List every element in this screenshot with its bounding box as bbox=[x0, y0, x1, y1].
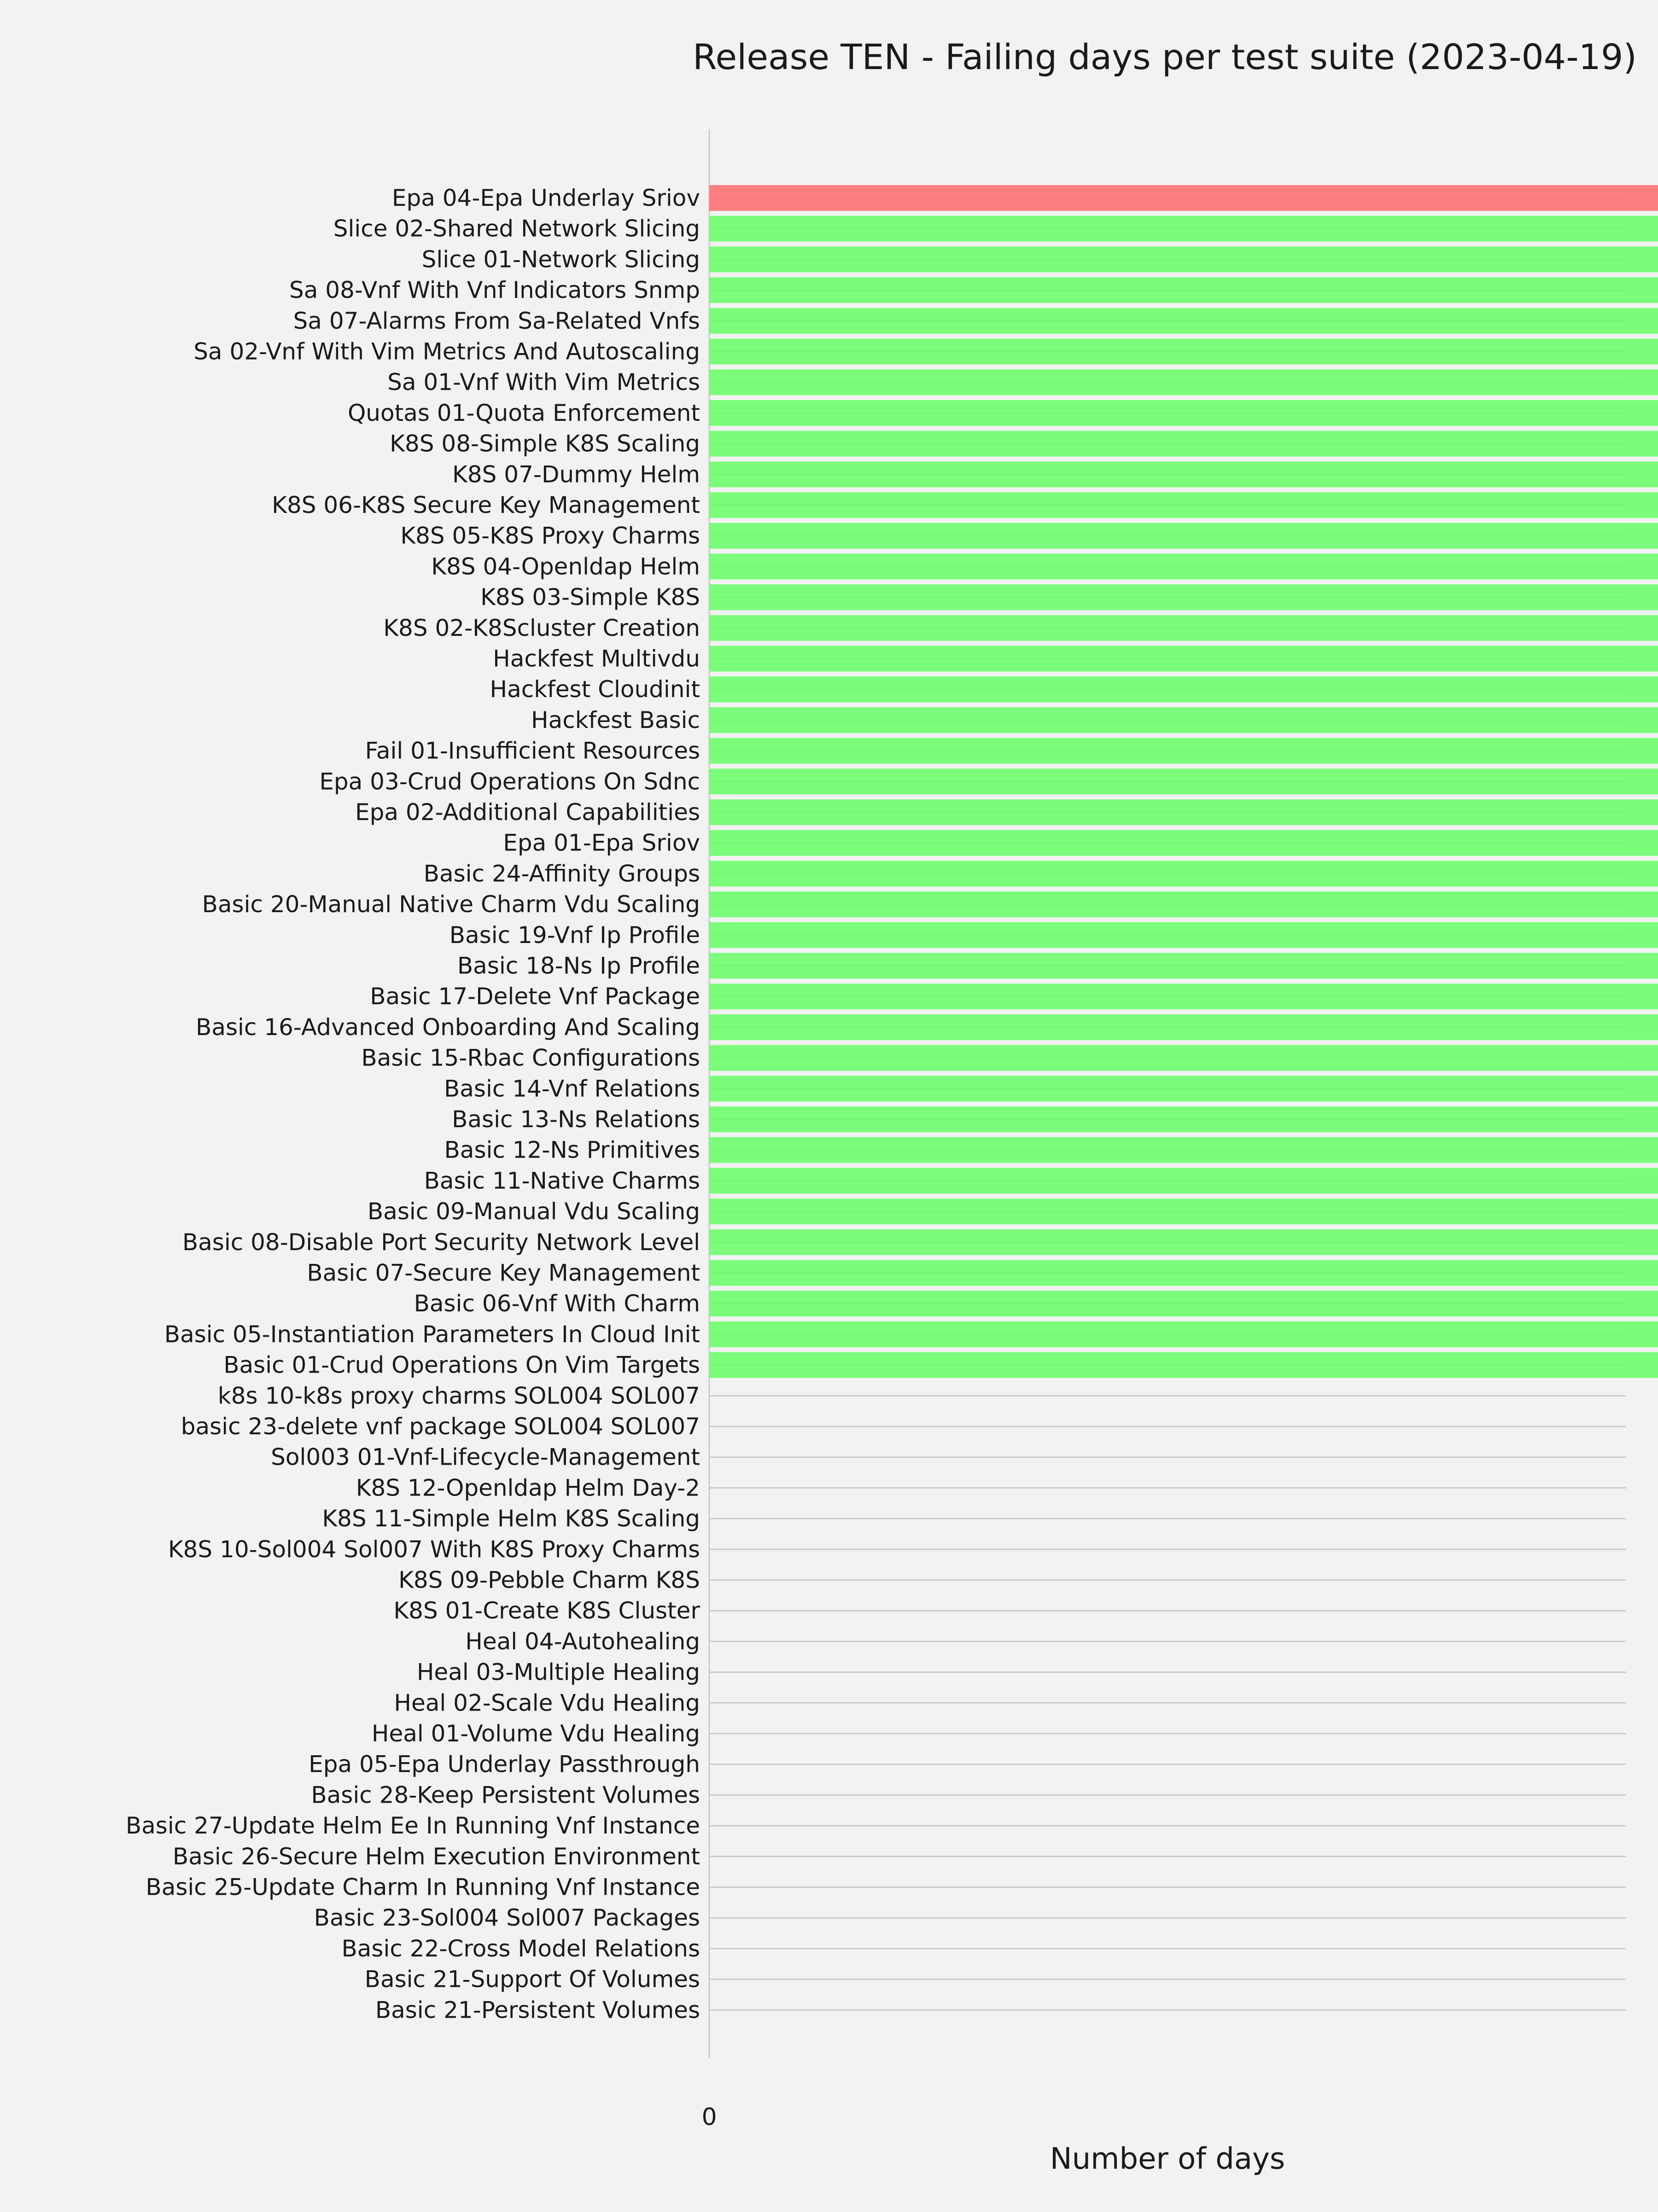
category-label: Basic 19-Vnf Ip Profile bbox=[449, 921, 700, 949]
bar-passing bbox=[709, 953, 1658, 979]
category-label: Epa 05-Epa Underlay Passthrough bbox=[309, 1751, 700, 1778]
category-label: Basic 21-Persistent Volumes bbox=[375, 1997, 700, 2024]
category-label: Sa 01-Vnf With Vim Metrics bbox=[387, 369, 700, 396]
category-label: K8S 06-K8S Secure Key Management bbox=[272, 492, 700, 518]
category-label: Epa 03-Crud Operations On Sdnc bbox=[319, 768, 700, 795]
bar-passing bbox=[709, 369, 1658, 395]
category-label: K8S 01-Create K8S Cluster bbox=[393, 1597, 700, 1624]
bar-passing bbox=[709, 707, 1658, 733]
bar-passing bbox=[709, 1168, 1658, 1193]
bar-passing bbox=[709, 431, 1658, 457]
bar-passing bbox=[709, 1352, 1658, 1378]
category-label: Fail 01-Insufficient Resources bbox=[365, 737, 700, 764]
category-label: Basic 21-Support Of Volumes bbox=[364, 1966, 700, 1993]
category-label: K8S 03-Simple K8S bbox=[480, 584, 700, 611]
category-label: Epa 01-Epa Sriov bbox=[503, 829, 700, 856]
category-label: K8S 11-Simple Helm K8S Scaling bbox=[322, 1505, 700, 1532]
bar-passing bbox=[709, 400, 1658, 426]
category-label: Hackfest Basic bbox=[531, 706, 700, 733]
category-label: K8S 07-Dummy Helm bbox=[452, 461, 700, 488]
category-label: basic 23-delete vnf package SOL004 SOL007 bbox=[181, 1413, 700, 1440]
category-label: Epa 02-Additional Capabilities bbox=[355, 799, 700, 826]
category-label: Slice 02-Shared Network Slicing bbox=[333, 215, 700, 242]
x-tick-label: 0 bbox=[701, 2103, 717, 2131]
bars bbox=[709, 185, 1658, 1378]
bar-passing bbox=[709, 984, 1658, 1009]
category-label: K8S 08-Simple K8S Scaling bbox=[390, 430, 700, 457]
category-label: K8S 02-K8Scluster Creation bbox=[383, 614, 700, 641]
bar-passing bbox=[709, 891, 1658, 917]
category-label: Basic 13-Ns Relations bbox=[452, 1106, 700, 1133]
category-label: Basic 26-Secure Helm Execution Environment bbox=[172, 1843, 700, 1870]
x-tick-labels bbox=[701, 2103, 1658, 2131]
bar-passing bbox=[709, 461, 1658, 487]
category-label: Heal 03-Multiple Healing bbox=[416, 1659, 700, 1686]
bar-passing bbox=[709, 584, 1658, 610]
category-label: Basic 24-Affinity Groups bbox=[423, 860, 700, 887]
category-label: Epa 04-Epa Underlay Sriov bbox=[391, 185, 700, 211]
category-label: K8S 04-Openldap Helm bbox=[431, 553, 700, 580]
category-label: Basic 22-Cross Model Relations bbox=[341, 1935, 700, 1962]
category-label: Sol003 01-Vnf-Lifecycle-Management bbox=[271, 1444, 700, 1471]
category-label: Basic 28-Keep Persistent Volumes bbox=[311, 1781, 700, 1809]
category-label: Basic 18-Ns Ip Profile bbox=[457, 952, 700, 979]
chart-title: Release TEN - Failing days per test suite (2023-04-19) bbox=[693, 36, 1637, 77]
bar-passing bbox=[709, 1045, 1658, 1071]
category-label: Basic 08-Disable Port Security Network Level bbox=[182, 1228, 700, 1256]
category-label: K8S 09-Pebble Charm K8S bbox=[398, 1566, 700, 1594]
category-label: Slice 01-Network Slicing bbox=[421, 246, 700, 273]
bar-passing bbox=[709, 1229, 1658, 1255]
bar-passing bbox=[709, 861, 1658, 886]
category-label: K8S 10-Sol004 Sol007 With K8S Proxy Charms bbox=[168, 1536, 700, 1563]
category-label: Basic 07-Secure Key Management bbox=[307, 1259, 700, 1286]
bar-passing bbox=[709, 738, 1658, 764]
category-label: Heal 04-Autohealing bbox=[465, 1628, 700, 1655]
category-label: Basic 11-Native Charms bbox=[424, 1167, 700, 1194]
category-label: k8s 10-k8s proxy charms SOL004 SOL007 bbox=[217, 1382, 700, 1409]
category-label: Basic 12-Ns Primitives bbox=[444, 1136, 700, 1164]
category-label: Basic 16-Advanced Onboarding And Scaling bbox=[196, 1013, 700, 1041]
category-label: K8S 12-Openldap Helm Day-2 bbox=[356, 1474, 700, 1502]
category-label: Hackfest Cloudinit bbox=[490, 676, 700, 703]
category-label: Basic 05-Instantiation Parameters In Cloud Init bbox=[164, 1321, 700, 1348]
bar-passing bbox=[709, 646, 1658, 672]
bar-passing bbox=[709, 339, 1658, 365]
category-label: Basic 09-Manual Vdu Scaling bbox=[367, 1198, 700, 1225]
bar-passing bbox=[709, 246, 1658, 272]
bar-passing bbox=[709, 308, 1658, 334]
category-label: Basic 20-Manual Native Charm Vdu Scaling bbox=[202, 891, 700, 918]
bar-passing bbox=[709, 615, 1658, 641]
bar-failing bbox=[709, 185, 1658, 211]
category-label: Basic 27-Update Helm Ee In Running Vnf Instance bbox=[125, 1812, 700, 1839]
category-label: Basic 15-Rbac Configurations bbox=[361, 1044, 700, 1071]
bar-passing bbox=[709, 277, 1658, 303]
bar-passing bbox=[709, 216, 1658, 242]
category-label: Basic 25-Update Charm In Running Vnf Instance bbox=[146, 1874, 700, 1901]
category-label: Quotas 01-Quota Enforcement bbox=[347, 399, 700, 426]
bar-passing bbox=[709, 799, 1658, 825]
category-label: Basic 01-Crud Operations On Vim Targets bbox=[223, 1351, 700, 1379]
category-label: Basic 17-Delete Vnf Package bbox=[370, 983, 700, 1010]
bar-passing bbox=[709, 830, 1658, 856]
category-labels bbox=[126, 185, 701, 2023]
category-label: Sa 02-Vnf With Vim Metrics And Autoscaling bbox=[193, 338, 700, 365]
category-label: Basic 23-Sol004 Sol007 Packages bbox=[314, 1904, 700, 1932]
bar-passing bbox=[709, 768, 1658, 794]
category-label: Heal 01-Volume Vdu Healing bbox=[371, 1720, 700, 1747]
bar-passing bbox=[709, 1014, 1658, 1040]
category-label: Basic 14-Vnf Relations bbox=[444, 1075, 700, 1102]
category-label: Sa 08-Vnf With Vnf Indicators Snmp bbox=[289, 277, 700, 304]
category-label: K8S 05-K8S Proxy Charms bbox=[400, 522, 700, 549]
bar-passing bbox=[709, 553, 1658, 579]
bar-passing bbox=[709, 676, 1658, 702]
category-label: Hackfest Multivdu bbox=[493, 645, 700, 672]
category-label: Sa 07-Alarms From Sa-Related Vnfs bbox=[293, 307, 700, 334]
category-label: Basic 06-Vnf With Charm bbox=[414, 1290, 700, 1317]
bar-passing bbox=[709, 1076, 1658, 1101]
category-label: Heal 02-Scale Vdu Healing bbox=[394, 1689, 700, 1717]
x-axis-label: Number of days bbox=[1050, 2142, 1285, 2176]
bar-passing bbox=[709, 1106, 1658, 1132]
bar-passing bbox=[709, 1260, 1658, 1286]
bar-passing bbox=[709, 1137, 1658, 1163]
bar-passing bbox=[709, 1199, 1658, 1224]
bar-passing bbox=[709, 922, 1658, 948]
bar-passing bbox=[709, 1291, 1658, 1316]
bar-passing bbox=[709, 1321, 1658, 1347]
bar-passing bbox=[709, 492, 1658, 518]
bar-passing bbox=[709, 523, 1658, 549]
